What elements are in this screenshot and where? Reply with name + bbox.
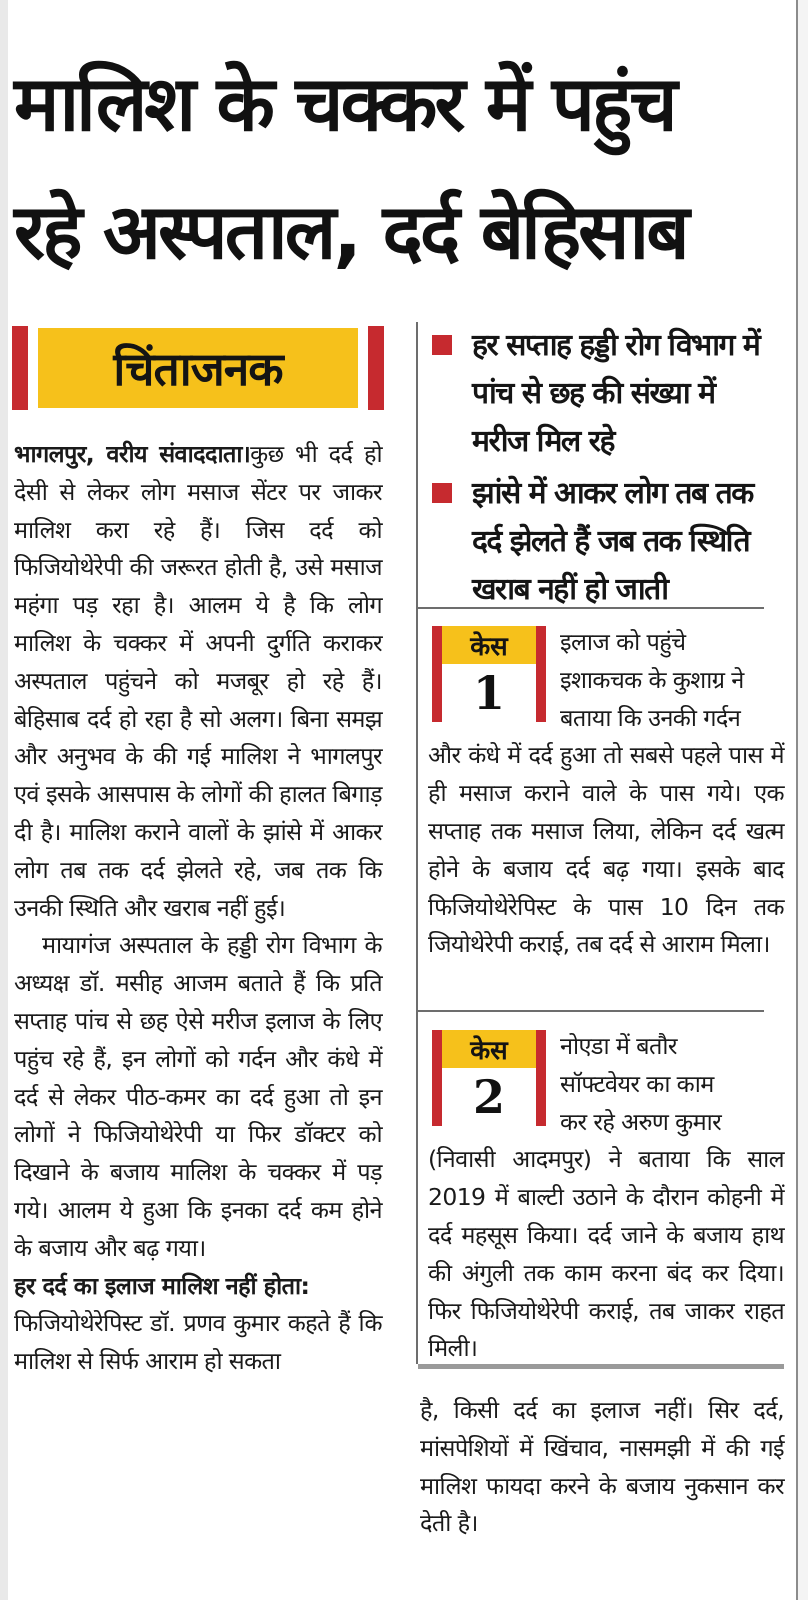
tag-bar-left <box>12 326 28 410</box>
tag-bar-right <box>368 326 384 410</box>
highlight-text: झांसे में आकर लोग तब तक दर्द झेलते हैं जब तक स्थिति खराब नहीं हो जाती <box>472 476 753 607</box>
case-body-text: (निवासी आदमपुर) ने बताया कि साल 2019 में बाल्टी उठाने के दौरान कोहनी में दर्द महसूस किया। दर्द जाने के बजाय हाथ की अंगुली तक काम करना बंद कर दिया। फिर फिजियोथेरेपी कराई, तब जाकर राहत मिली। <box>428 1145 784 1363</box>
highlight-text: हर सप्ताह हड्डी रोग विभाग में पांच से छह की संख्या में मरीज मिल रहे <box>472 328 760 459</box>
headline <box>14 40 794 296</box>
headline-line-2: रहे अस्पताल, दर्द बेहिसाब <box>14 187 687 276</box>
case-body-text: और कंधे में दर्द हुआ तो सबसे पहले पास में ही मसाज कराने वाले के पास गये। एक सप्ताह तक मसाज लिया, लेकिन दर्द खत्म होने के बजाय दर्द बढ़ गया। इसके बाद फिजियोथेरेपिस्ट के पास 10 दिन तक जियोथेरेपी कराई, तब दर्द से आराम मिला। <box>428 741 784 959</box>
bullet-square-icon <box>432 483 452 503</box>
page-gutter <box>0 0 8 1600</box>
article-continued: है, किसी दर्द का इलाज नहीं। सिर दर्द, मांसपेशियों में खिंचाव, नासमझी में की गई मालिश फायदा करने के बजाय नुकसान कर देती है। <box>420 1396 784 1538</box>
highlight-item <box>430 322 770 466</box>
case-1-text <box>428 624 784 964</box>
page-edge-strip <box>798 0 808 1600</box>
case-lead-line: कर रहे अरुण कुमार <box>560 1107 722 1136</box>
column-divider <box>416 322 418 1364</box>
tag-fill <box>38 328 358 408</box>
case-number: 1 <box>442 664 536 722</box>
case-label: केस <box>442 626 536 664</box>
case-lead-line: बताया कि उनकी गर्दन <box>560 703 741 732</box>
case-2-text <box>428 1028 784 1368</box>
box-bottom-rule <box>418 1364 784 1369</box>
article-paragraph-3: फिजियोथेरेपिस्ट डॉ. प्रणव कुमार कहते हैं कि मालिश से सिर्फ आराम हो सकता <box>14 1309 382 1376</box>
case-lead-line: इलाज को पहुंचे <box>560 628 686 656</box>
highlights-box <box>430 322 770 614</box>
dateline: भागलपुर, वरीय संवाददाता। <box>14 440 251 468</box>
article-body <box>14 436 382 1381</box>
divider-rule <box>418 1010 764 1012</box>
tag-label: चिंताजनक <box>113 342 283 396</box>
case-lead-line: नोएडा में बतौर <box>560 1032 677 1060</box>
article-paragraph-1 <box>14 436 382 927</box>
bullet-square-icon <box>432 335 452 355</box>
case-label: केस <box>442 1030 536 1068</box>
article-paragraph-2: मायागंज अस्पताल के हड्डी रोग विभाग के अध्यक्ष डॉ. मसीह आजम बताते हैं कि प्रति सप्ताह पांच से छह ऐसे मरीज इलाज के लिए पहुंच रहे हैं, इन लोगों को गर्दन और कंधे में दर्द से लेकर पीठ-कमर का दर्द हुआ तो इन लोगों ने फिजियोथेरेपी या फिर डॉक्टर को दिखाने के बजाय मालिश के चक्कर में पड़ गये। आलम ये हुआ कि इनका दर्द कम होने के बजाय और बढ़ गया। <box>14 931 382 1262</box>
headline-line-1: मालिश के चक्कर में पहुंच <box>14 59 675 148</box>
case-number: 2 <box>442 1068 536 1126</box>
highlight-item <box>430 470 770 614</box>
sub-heading: हर दर्द का इलाज मालिश नहीं होता: <box>14 1271 310 1300</box>
paragraph-1-text: कुछ भी दर्द हो देसी से लेकर लोग मसाज सेंटर पर जाकर मालिश करा रहे हैं। जिस दर्द को फिजियोथेरेपी की जरूरत होती है, उसे मसाज महंगा पड़ रहा है। आलम ये है कि लोग मालिश के चक्कर में अपनी दुर्गति कराकर अस्पताल पहुंचने को मजबूर हो रहे हैं। बेहिसाब दर्द हो रहा है सो अलग। बिना समझ और अनुभव के की गई मालिश ने भागलपुर एवं इसके आसपास के लोगों की हालत बिगाड़ दी है। मालिश कराने वालों के झांसे में आकर लोग तब तक दर्द झेलते रहे, जब तक कि उनकी स्थिति और खराब नहीं हुई। <box>14 440 382 922</box>
divider-rule <box>418 607 764 609</box>
case-lead-line: इशाकचक के कुशाग्र ने <box>560 665 744 694</box>
case-lead-line: सॉफ्टवेयर का काम <box>560 1069 714 1098</box>
category-tag <box>12 326 384 410</box>
